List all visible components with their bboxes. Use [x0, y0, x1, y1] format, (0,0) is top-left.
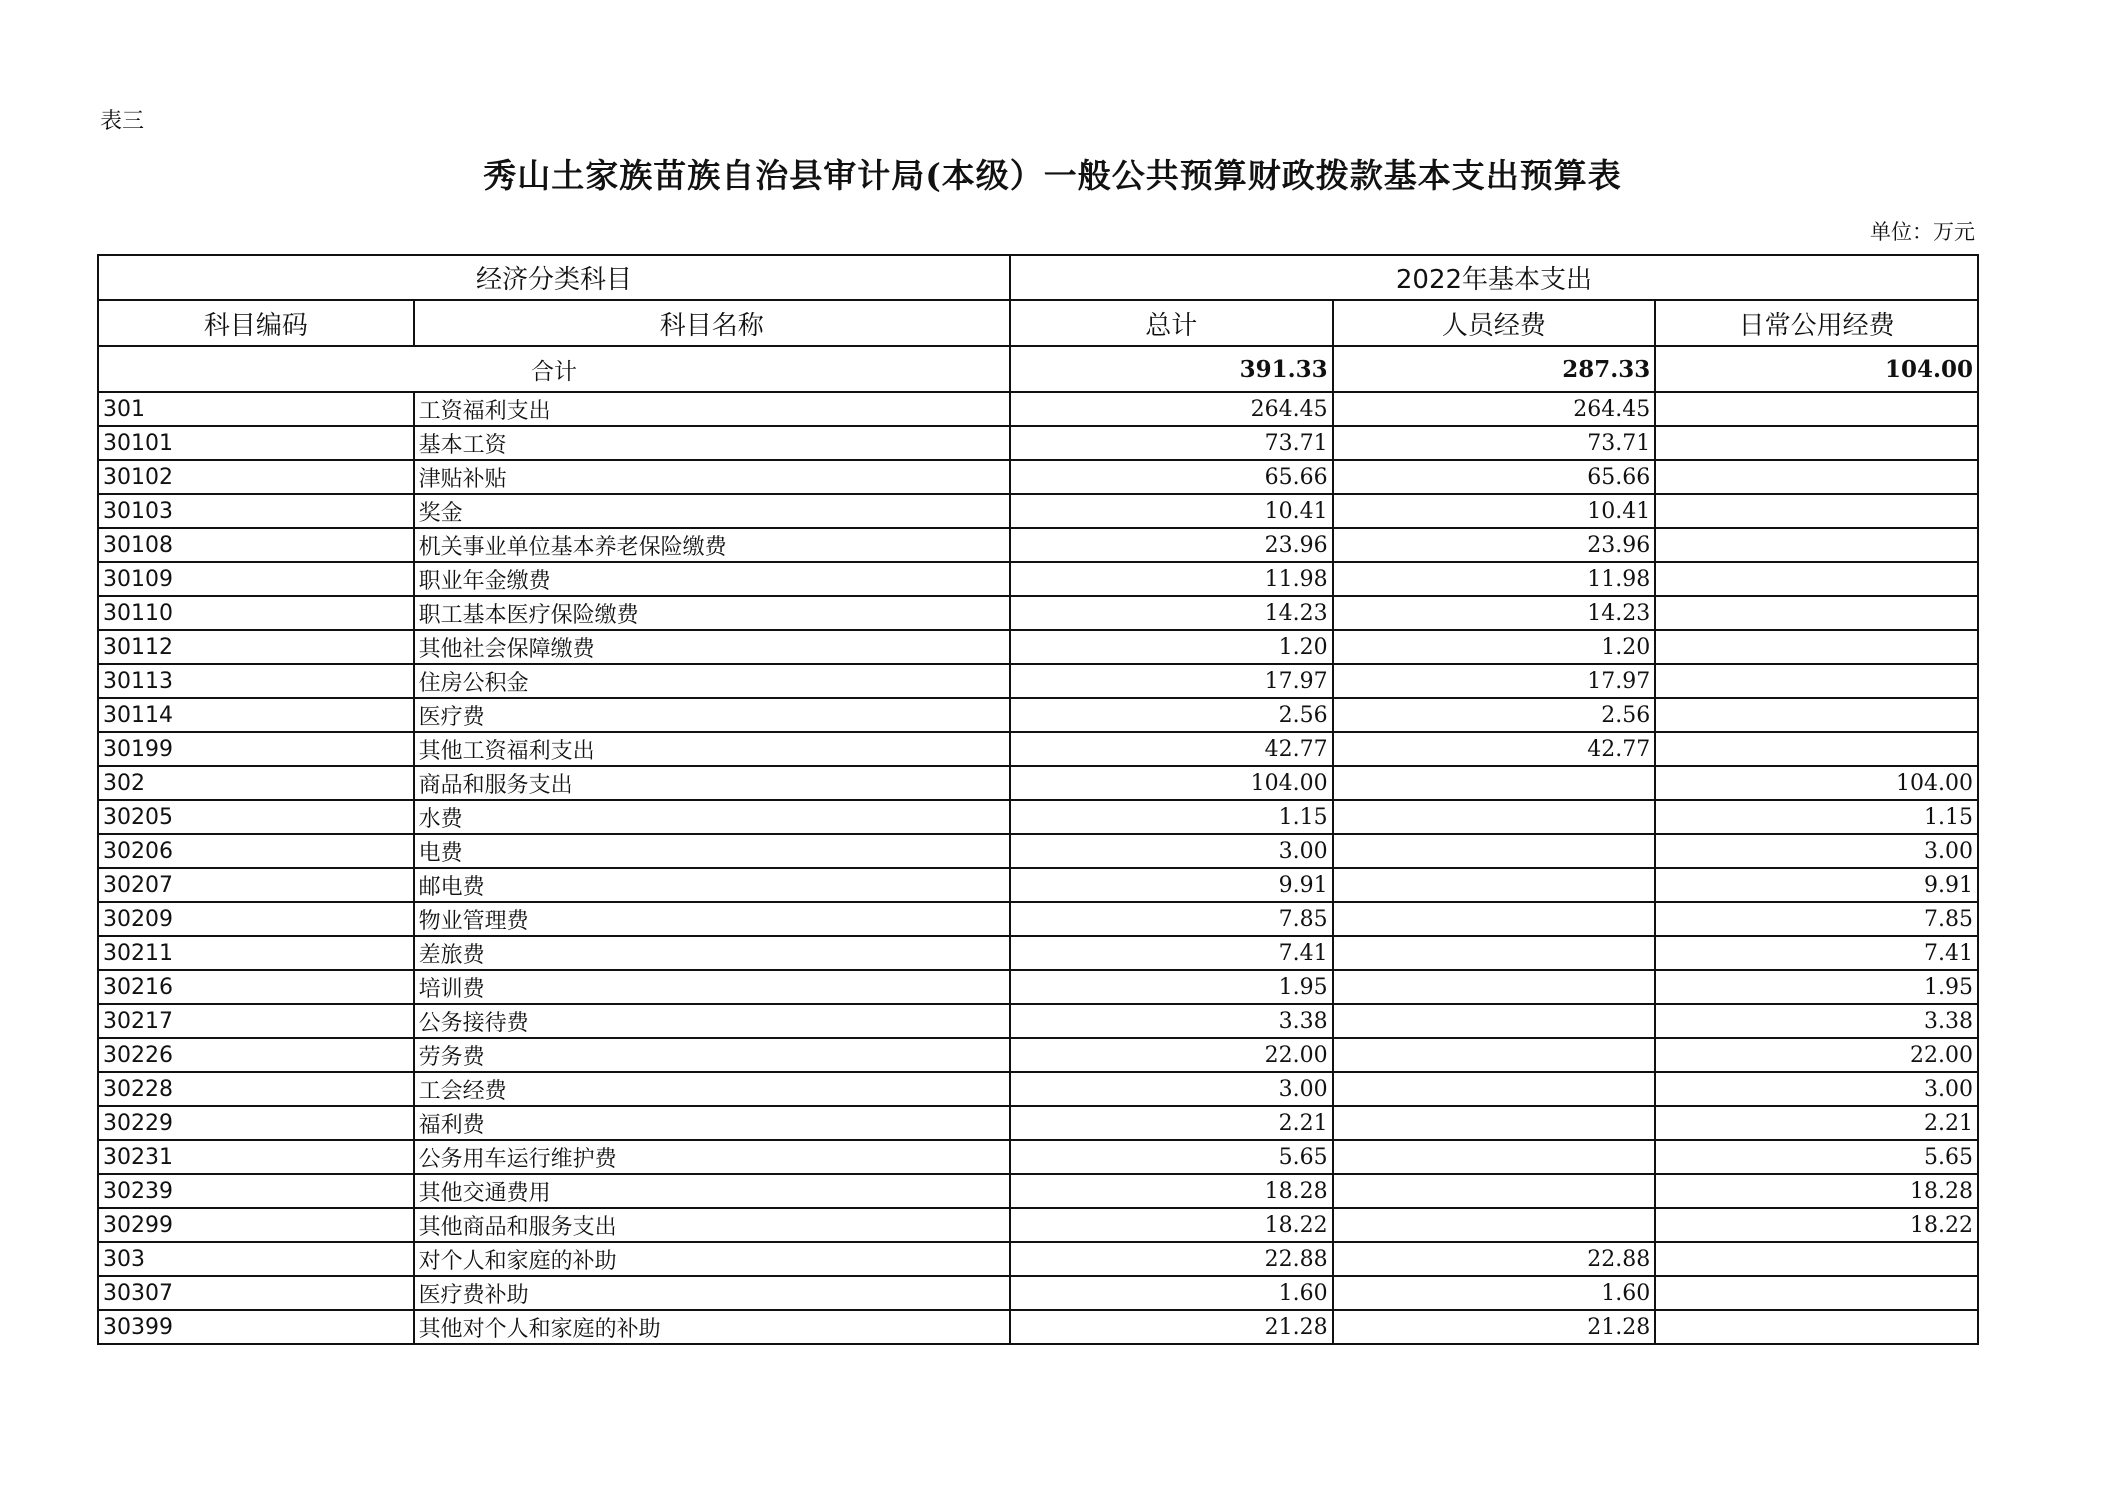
row-code: 30114 — [98, 698, 414, 732]
row-public: 1.95 — [1655, 970, 1978, 1004]
row-total: 10.41 — [1010, 494, 1333, 528]
table-row — [98, 494, 1978, 528]
row-total: 3.00 — [1010, 834, 1333, 868]
total-row — [98, 346, 1978, 392]
row-total: 21.28 — [1010, 1310, 1333, 1344]
row-public — [1655, 460, 1978, 494]
row-code: 30229 — [98, 1106, 414, 1140]
row-name: 其他交通费用 — [414, 1174, 1010, 1208]
row-personnel: 11.98 — [1333, 562, 1656, 596]
row-total: 264.45 — [1010, 392, 1333, 426]
row-code: 30110 — [98, 596, 414, 630]
row-public: 7.85 — [1655, 902, 1978, 936]
row-code: 30112 — [98, 630, 414, 664]
table-row — [98, 562, 1978, 596]
row-public: 3.00 — [1655, 1072, 1978, 1106]
row-code: 30239 — [98, 1174, 414, 1208]
row-name: 商品和服务支出 — [414, 766, 1010, 800]
page-title: 秀山土家族苗族自治县审计局(本级）一般公共预算财政拨款基本支出预算表 — [483, 156, 1622, 195]
row-name: 水费 — [414, 800, 1010, 834]
row-total: 2.21 — [1010, 1106, 1333, 1140]
table-row — [98, 1004, 1978, 1038]
table-row — [98, 766, 1978, 800]
total-personnel: 287.33 — [1333, 346, 1656, 392]
row-code: 30109 — [98, 562, 414, 596]
row-total: 11.98 — [1010, 562, 1333, 596]
table-row — [98, 460, 1978, 494]
row-personnel — [1333, 766, 1656, 800]
table-row — [98, 1174, 1978, 1208]
table-row — [98, 1072, 1978, 1106]
table-row — [98, 664, 1978, 698]
row-total: 5.65 — [1010, 1140, 1333, 1174]
row-total: 3.38 — [1010, 1004, 1333, 1038]
table-row — [98, 698, 1978, 732]
row-total: 73.71 — [1010, 426, 1333, 460]
table-row — [98, 1106, 1978, 1140]
row-code: 30307 — [98, 1276, 414, 1310]
row-personnel — [1333, 902, 1656, 936]
row-total: 2.56 — [1010, 698, 1333, 732]
row-total: 1.15 — [1010, 800, 1333, 834]
header-name: 科目名称 — [414, 300, 1010, 346]
row-public — [1655, 528, 1978, 562]
table-row — [98, 1208, 1978, 1242]
row-public — [1655, 494, 1978, 528]
row-name: 其他社会保障缴费 — [414, 630, 1010, 664]
row-name: 公务用车运行维护费 — [414, 1140, 1010, 1174]
row-name: 邮电费 — [414, 868, 1010, 902]
row-personnel — [1333, 868, 1656, 902]
row-code: 30299 — [98, 1208, 414, 1242]
row-total: 1.20 — [1010, 630, 1333, 664]
header-personnel: 人员经费 — [1333, 300, 1656, 346]
row-code: 30102 — [98, 460, 414, 494]
total-public: 104.00 — [1655, 346, 1978, 392]
row-code: 30211 — [98, 936, 414, 970]
row-public — [1655, 698, 1978, 732]
row-name: 劳务费 — [414, 1038, 1010, 1072]
row-personnel — [1333, 1072, 1656, 1106]
header-total: 总计 — [1010, 300, 1333, 346]
row-total: 18.22 — [1010, 1208, 1333, 1242]
row-code: 30199 — [98, 732, 414, 766]
row-total: 9.91 — [1010, 868, 1333, 902]
row-public: 9.91 — [1655, 868, 1978, 902]
table-row — [98, 732, 1978, 766]
header-row-columns — [98, 300, 1978, 346]
row-name: 津贴补贴 — [414, 460, 1010, 494]
row-name: 职工基本医疗保险缴费 — [414, 596, 1010, 630]
row-personnel: 10.41 — [1333, 494, 1656, 528]
row-name: 公务接待费 — [414, 1004, 1010, 1038]
row-public — [1655, 1310, 1978, 1344]
row-code: 30206 — [98, 834, 414, 868]
row-name: 其他商品和服务支出 — [414, 1208, 1010, 1242]
row-public — [1655, 732, 1978, 766]
header-code: 科目编码 — [98, 300, 414, 346]
header-economic-category: 经济分类科目 — [98, 255, 1010, 300]
table-row — [98, 1276, 1978, 1310]
row-name: 对个人和家庭的补助 — [414, 1242, 1010, 1276]
row-code: 30209 — [98, 902, 414, 936]
row-public: 104.00 — [1655, 766, 1978, 800]
table-label: 表三 — [100, 109, 145, 134]
row-total: 22.00 — [1010, 1038, 1333, 1072]
row-total: 1.60 — [1010, 1276, 1333, 1310]
row-public: 18.22 — [1655, 1208, 1978, 1242]
row-public: 2.21 — [1655, 1106, 1978, 1140]
row-personnel — [1333, 1208, 1656, 1242]
total-label: 合计 — [98, 346, 1010, 392]
row-total: 65.66 — [1010, 460, 1333, 494]
row-code: 30108 — [98, 528, 414, 562]
row-public — [1655, 630, 1978, 664]
row-personnel — [1333, 970, 1656, 1004]
row-public — [1655, 664, 1978, 698]
row-total: 14.23 — [1010, 596, 1333, 630]
header-row-group — [98, 255, 1978, 300]
row-total: 42.77 — [1010, 732, 1333, 766]
row-public: 18.28 — [1655, 1174, 1978, 1208]
table-row — [98, 392, 1978, 426]
row-total: 17.97 — [1010, 664, 1333, 698]
row-name: 机关事业单位基本养老保险缴费 — [414, 528, 1010, 562]
row-personnel — [1333, 1038, 1656, 1072]
row-public — [1655, 1242, 1978, 1276]
row-name: 医疗费补助 — [414, 1276, 1010, 1310]
row-personnel — [1333, 936, 1656, 970]
row-name: 住房公积金 — [414, 664, 1010, 698]
total-total: 391.33 — [1010, 346, 1333, 392]
row-personnel — [1333, 1106, 1656, 1140]
table-row — [98, 630, 1978, 664]
row-code: 30205 — [98, 800, 414, 834]
row-public — [1655, 596, 1978, 630]
row-personnel: 21.28 — [1333, 1310, 1656, 1344]
budget-table — [97, 254, 1979, 1345]
row-total: 104.00 — [1010, 766, 1333, 800]
row-code: 30216 — [98, 970, 414, 1004]
row-name: 物业管理费 — [414, 902, 1010, 936]
row-total: 18.28 — [1010, 1174, 1333, 1208]
table-row — [98, 596, 1978, 630]
row-personnel — [1333, 800, 1656, 834]
row-public: 3.38 — [1655, 1004, 1978, 1038]
row-code: 30103 — [98, 494, 414, 528]
row-personnel: 1.20 — [1333, 630, 1656, 664]
unit-label: 单位：万元 — [1870, 220, 1975, 244]
row-name: 工会经费 — [414, 1072, 1010, 1106]
row-public: 7.41 — [1655, 936, 1978, 970]
row-public — [1655, 1276, 1978, 1310]
row-total: 7.85 — [1010, 902, 1333, 936]
row-name: 培训费 — [414, 970, 1010, 1004]
row-name: 差旅费 — [414, 936, 1010, 970]
table-row — [98, 1242, 1978, 1276]
row-name: 医疗费 — [414, 698, 1010, 732]
row-code: 30399 — [98, 1310, 414, 1344]
table-row — [98, 834, 1978, 868]
row-public — [1655, 562, 1978, 596]
row-personnel: 17.97 — [1333, 664, 1656, 698]
row-public — [1655, 426, 1978, 460]
row-code: 303 — [98, 1242, 414, 1276]
table-row — [98, 970, 1978, 1004]
row-name: 基本工资 — [414, 426, 1010, 460]
row-name: 职业年金缴费 — [414, 562, 1010, 596]
row-code: 30113 — [98, 664, 414, 698]
row-personnel: 73.71 — [1333, 426, 1656, 460]
row-personnel: 42.77 — [1333, 732, 1656, 766]
row-personnel: 65.66 — [1333, 460, 1656, 494]
row-public: 22.00 — [1655, 1038, 1978, 1072]
row-total: 23.96 — [1010, 528, 1333, 562]
row-name: 福利费 — [414, 1106, 1010, 1140]
table-row — [98, 1140, 1978, 1174]
row-code: 30207 — [98, 868, 414, 902]
row-public: 3.00 — [1655, 834, 1978, 868]
row-personnel — [1333, 1174, 1656, 1208]
table-row — [98, 902, 1978, 936]
table-row — [98, 426, 1978, 460]
row-code: 302 — [98, 766, 414, 800]
row-code: 30217 — [98, 1004, 414, 1038]
row-name: 其他对个人和家庭的补助 — [414, 1310, 1010, 1344]
row-personnel: 14.23 — [1333, 596, 1656, 630]
table-row — [98, 1310, 1978, 1344]
row-total: 3.00 — [1010, 1072, 1333, 1106]
table-row — [98, 936, 1978, 970]
row-personnel: 2.56 — [1333, 698, 1656, 732]
row-personnel: 22.88 — [1333, 1242, 1656, 1276]
row-code: 30228 — [98, 1072, 414, 1106]
row-personnel: 23.96 — [1333, 528, 1656, 562]
row-total: 22.88 — [1010, 1242, 1333, 1276]
table-row — [98, 868, 1978, 902]
row-personnel — [1333, 834, 1656, 868]
row-personnel — [1333, 1004, 1656, 1038]
header-public: 日常公用经费 — [1655, 300, 1978, 346]
row-code: 30231 — [98, 1140, 414, 1174]
header-basic-expenditure: 2022年基本支出 — [1010, 255, 1978, 300]
row-personnel: 264.45 — [1333, 392, 1656, 426]
row-name: 工资福利支出 — [414, 392, 1010, 426]
row-name: 奖金 — [414, 494, 1010, 528]
row-personnel — [1333, 1140, 1656, 1174]
row-name: 电费 — [414, 834, 1010, 868]
row-code: 301 — [98, 392, 414, 426]
row-code: 30226 — [98, 1038, 414, 1072]
row-name: 其他工资福利支出 — [414, 732, 1010, 766]
row-total: 1.95 — [1010, 970, 1333, 1004]
row-public: 1.15 — [1655, 800, 1978, 834]
row-public: 5.65 — [1655, 1140, 1978, 1174]
row-code: 30101 — [98, 426, 414, 460]
table-row — [98, 800, 1978, 834]
table-row — [98, 528, 1978, 562]
table-row — [98, 1038, 1978, 1072]
row-personnel: 1.60 — [1333, 1276, 1656, 1310]
row-public — [1655, 392, 1978, 426]
row-total: 7.41 — [1010, 936, 1333, 970]
